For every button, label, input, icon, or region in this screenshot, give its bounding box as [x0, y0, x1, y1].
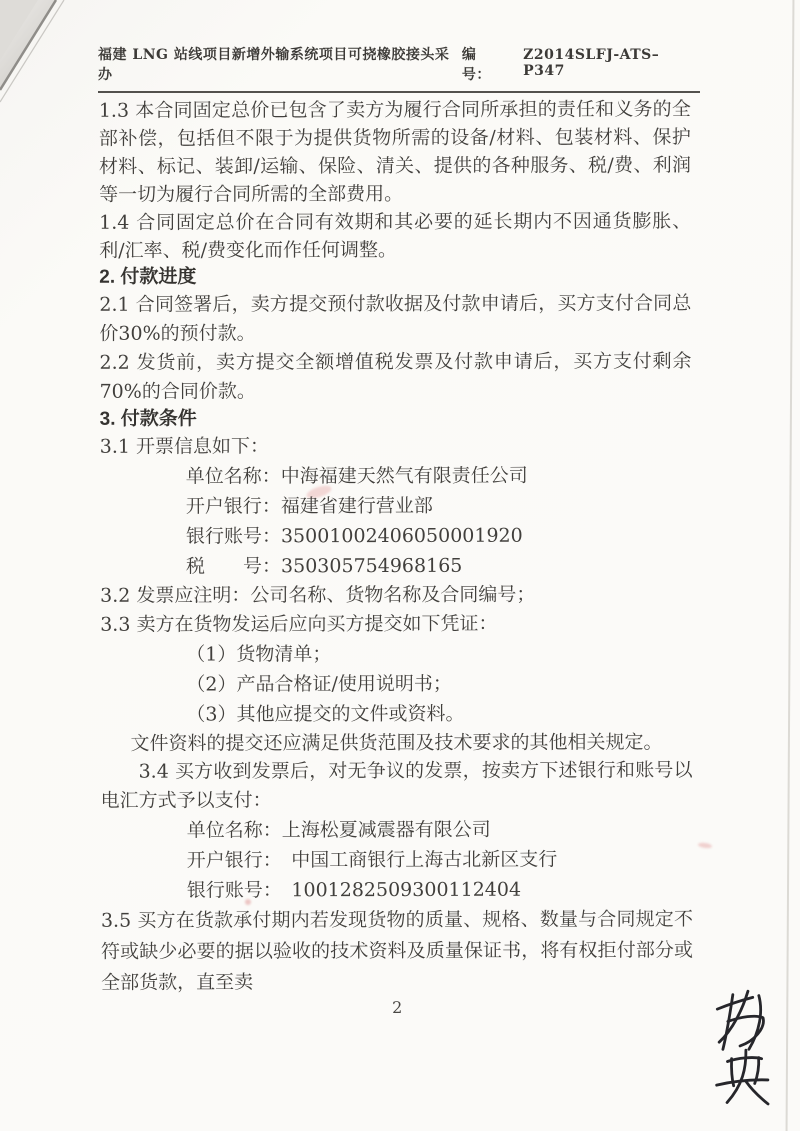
clause-1-3: 1.3 本合同固定总价已包含了卖方为履行合同所承担的责任和义务的全部补偿，包括但不限于为提供货物所需的设备/材料、包装材料、保护材料、标记、装卸/运输、保险、清关、提供的各种服务、税/费、利润等一切为履行合同所需的全部费用。 — [98, 98, 692, 206]
clause-3-3: 3.3 卖方在货物发运后应向买方提交如下凭证： — [100, 612, 498, 636]
clause-3-5: 3.5 买方在货款承付期内若发现货物的质量、规格、数量与合同规定不符或缺少必要的据以验收的技术资料及质量保证书，将有权拒付部分或全部货款，直至卖 — [100, 908, 694, 994]
document-title: 福建 LNG 站线项目新增外输系统项目可挠橡胶接头采办 — [98, 47, 450, 83]
clause-3-2: 3.2 发票应注明：公司名称、货物名称及合同编号； — [100, 583, 536, 607]
clause-3-4: 3.4 买方收到发票后，对无争议的发票，按卖方下述银行和账号以电汇方式予以支付： — [100, 759, 693, 812]
page-edge-shadow — [785, 0, 794, 1131]
scan-speckle — [698, 842, 713, 849]
document-body — [99, 95, 693, 1018]
buyer-invoice-info — [100, 460, 692, 582]
clause-1-4: 1.4 合同固定总价在合同有效期和其必要的延长期内不因通货膨胀、利/汇率、税/费变化而作任何调整。 — [99, 210, 692, 262]
clause-3-1: 3.1 开票信息如下： — [99, 435, 270, 458]
clause-3-3-items — [100, 638, 692, 730]
section-2-heading: 2. 付款进度 — [99, 266, 197, 288]
clause-2-1: 2.1 合同签署后，卖方提交预付款收据及付款申请后，买方支付合同总价30%的预付款。 — [99, 292, 692, 345]
document-number-group — [462, 44, 700, 84]
credential-item-1: （1）货物清单； — [186, 643, 332, 666]
buyer-bank-line: 开户银行：福建省建行营业部 — [185, 494, 433, 518]
seller-bank-line: 开户银行： 中国工商银行上海古北新区支行 — [186, 848, 558, 872]
seller-company-name-line: 单位名称：上海松夏减震器有限公司 — [186, 818, 491, 842]
buyer-account-line: 银行账号：35001002406050001920 — [185, 524, 523, 548]
page-number: 2 — [392, 997, 403, 1018]
clause-2-2: 2.2 发货前，卖方提交全额增值税发票及付款申请后，买方支付剩余70%的合同价款。 — [99, 350, 692, 403]
buyer-company-name-line: 单位名称：中海福建天然气有限责任公司 — [185, 464, 528, 488]
credential-item-3: （3）其他应提交的文件或资料。 — [186, 702, 465, 726]
document-header — [98, 44, 700, 93]
buyer-tax-no-line: 税 号：350305754968165 — [185, 554, 463, 578]
document-number-label: 编号： — [461, 47, 491, 83]
seller-account-line: 银行账号： 1001282509300112404 — [186, 878, 522, 902]
handwritten-signature — [708, 985, 776, 1109]
clause-3-3-note: 文件资料的提交还应满足供货范围及技术要求的其他相关规定。 — [130, 731, 663, 755]
credential-item-2: （2）产品合格证/使用说明书； — [186, 672, 452, 696]
document-number-value: Z2014SLFJ-ATS–P347 — [523, 47, 660, 79]
section-3-heading: 3. 付款条件 — [99, 408, 197, 430]
seller-bank-info — [101, 814, 693, 906]
